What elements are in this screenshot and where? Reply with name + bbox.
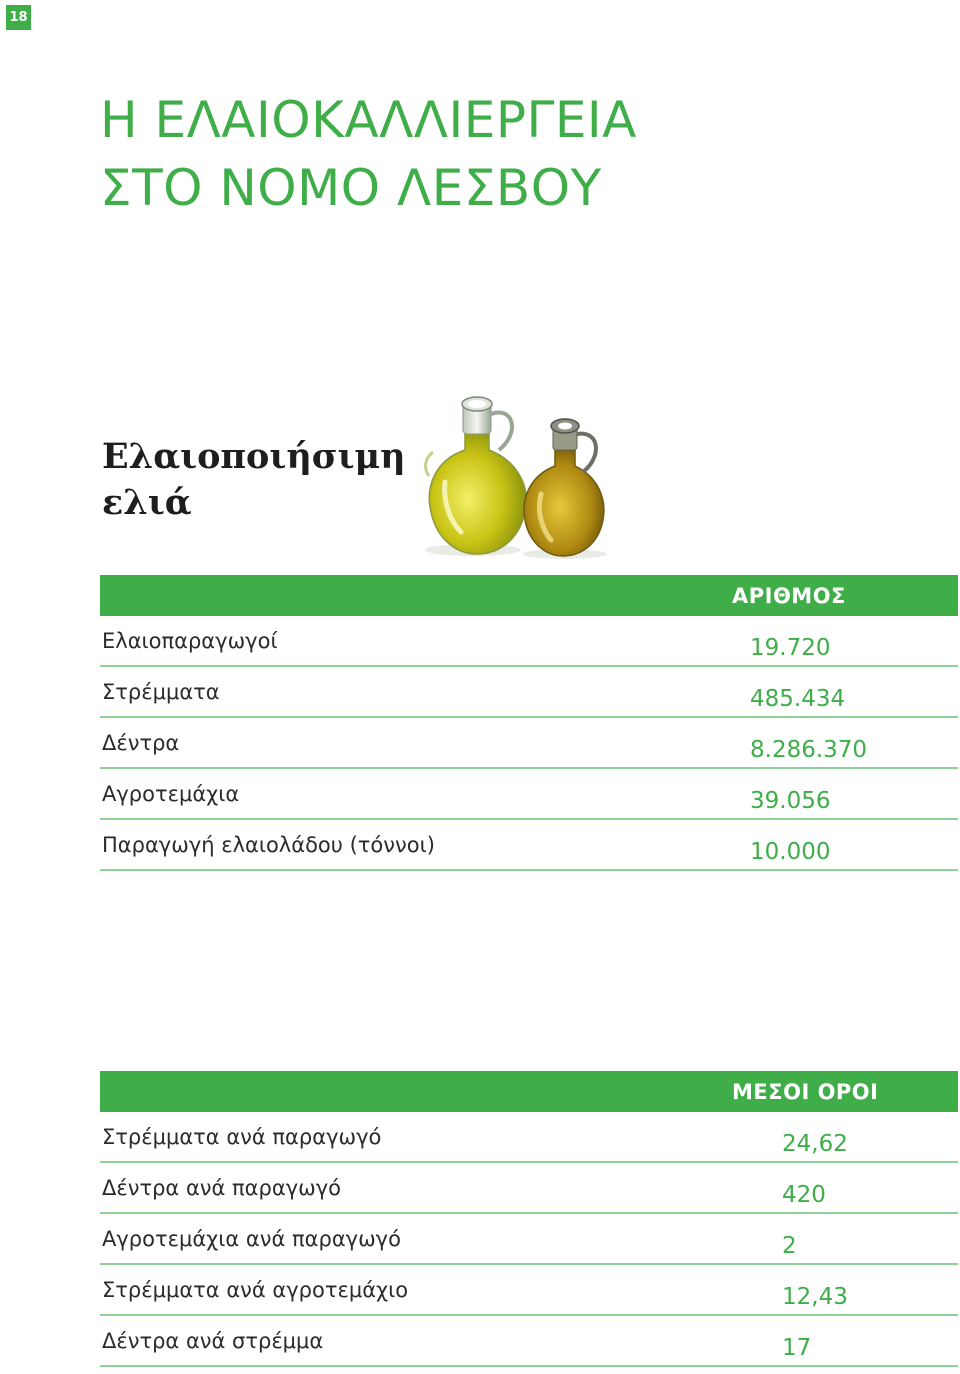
- row-label: Αγροτεμάχια ανά παραγωγό: [102, 1227, 401, 1251]
- row-label: Αγροτεμάχια: [102, 782, 240, 806]
- table-row: [100, 1316, 958, 1367]
- row-value: 10.000: [750, 839, 831, 865]
- row-value: 420: [782, 1182, 826, 1208]
- row-value: 12,43: [782, 1284, 848, 1310]
- olive-oil-bottles-image: [395, 372, 640, 562]
- table-header: [100, 1071, 958, 1112]
- row-value: 17: [782, 1335, 812, 1361]
- column-header-averages: ΜΕΣΟΙ ΟΡΟΙ: [732, 1080, 879, 1104]
- page-title: [100, 86, 637, 222]
- table-row: [100, 718, 958, 769]
- table-row: [100, 1112, 958, 1163]
- table-row: [100, 769, 958, 820]
- olive-statistics-table: [100, 575, 958, 871]
- row-value: 485.434: [750, 686, 846, 712]
- row-label: Στρέμματα ανά αγροτεμάχιο: [102, 1278, 409, 1302]
- table-row: [100, 1214, 958, 1265]
- section-title-line-2: ελιά: [102, 482, 192, 523]
- page-title-line-1: Η ΕΛΑΙΟΚΑΛΛΙΕΡΓΕΙΑ: [100, 91, 637, 149]
- row-label: Ελαιοπαραγωγοί: [102, 629, 278, 653]
- table-row: [100, 667, 958, 718]
- row-label: Δέντρα: [102, 731, 180, 755]
- row-value: 2: [782, 1233, 797, 1259]
- table-row: [100, 616, 958, 667]
- page-number: 18: [6, 5, 31, 30]
- table-row: [100, 1163, 958, 1214]
- row-label: Δέντρα ανά παραγωγό: [102, 1176, 341, 1200]
- averages-table: [100, 1071, 958, 1367]
- table-row: [100, 820, 958, 871]
- table-row: [100, 1265, 958, 1316]
- row-value: 19.720: [750, 635, 831, 661]
- column-header-number: ΑΡΙΘΜΟΣ: [732, 584, 846, 608]
- section-title: [102, 434, 406, 526]
- row-value: 39.056: [750, 788, 831, 814]
- section-title-line-1: Ελαιοποιήσιμη: [102, 436, 406, 477]
- row-label: Δέντρα ανά στρέμμα: [102, 1329, 324, 1353]
- page-title-line-2: ΣΤΟ ΝΟΜΟ ΛΕΣΒΟΥ: [100, 159, 602, 217]
- row-label: Στρέμματα: [102, 680, 220, 704]
- table-header: [100, 575, 958, 616]
- row-label: Στρέμματα ανά παραγωγό: [102, 1125, 382, 1149]
- row-value: 24,62: [782, 1131, 848, 1157]
- row-label: Παραγωγή ελαιολάδου (τόννοι): [102, 833, 435, 857]
- row-value: 8.286.370: [750, 737, 868, 763]
